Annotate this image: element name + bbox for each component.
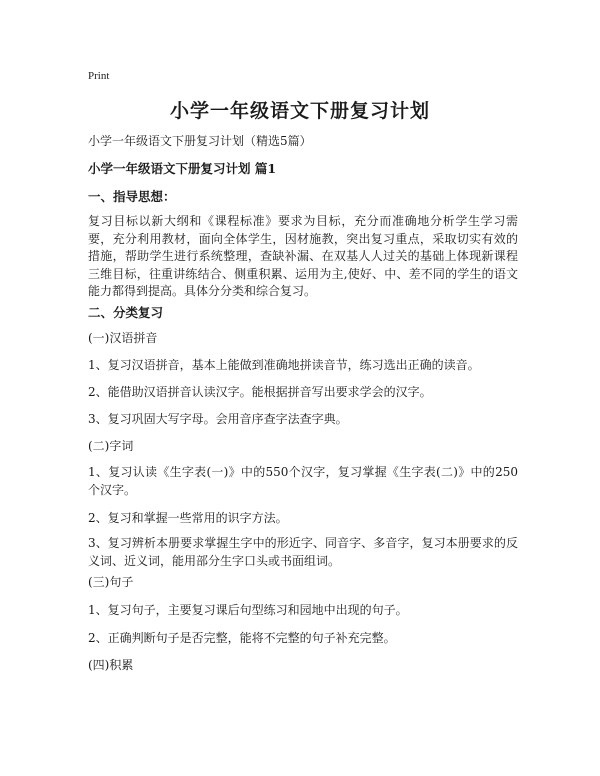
section-heading-category-review: 二、分类复习 bbox=[88, 305, 164, 320]
list-item: 2、正确判断句子是否完整，能将不完整的句子补充完整。 bbox=[88, 631, 396, 645]
list-item: 1、复习认读《生字表(一)》中的550个汉字，复习掌握《生字表(二)》中的250个汉字。 bbox=[88, 465, 518, 497]
page-title: 小学一年级语文下册复习计划 bbox=[169, 100, 430, 122]
list-item: 3、复习辨析本册要求掌握生字中的形近字、同音字、多音字，复习本册要求的反义词、近义词，能用部分生字口头或书面组词。 bbox=[88, 536, 518, 568]
article-heading: 小学一年级语文下册复习计划 篇1 bbox=[88, 161, 277, 176]
section-heading-guiding-thought: 一、指导思想： bbox=[88, 189, 176, 204]
list-item: 2、复习和掌握一些常用的识字方法。 bbox=[88, 511, 288, 525]
subtitle: 小学一年级语文下册复习计划（精选5篇） bbox=[88, 134, 312, 148]
list-item: 3、复习巩固大写字母。会用音序查字法查字典。 bbox=[88, 412, 348, 426]
guiding-thought-paragraph: 复习目标以新大纲和《课程标准》要求为目标，充分而准确地分析学生学习需要，充分利用教材，面向全体学生，因材施教，突出复习重点，采取切实有效的措施，帮助学生进行系统整理，查缺补漏、在双基人人过关的基础上体现新课程三维目标，往重讲练结合、侧重积累、运用为主,使好、中、差不同的学生的语文能力都得到提高。具体分分类和综合复习。 bbox=[88, 214, 518, 298]
subsection-heading-accumulation: (四)积累 bbox=[88, 658, 134, 672]
subsection-heading-pinyin: (一)汉语拼音 bbox=[88, 331, 158, 345]
subsection-heading-characters-words: (二)字词 bbox=[88, 439, 134, 453]
list-item: 1、复习句子，主要复习课后句型练习和园地中出现的句子。 bbox=[88, 603, 408, 617]
subsection-heading-sentences: (三)句子 bbox=[88, 575, 134, 589]
list-item: 1、复习汉语拼音，基本上能做到准确地拼读音节，练习选出正确的读音。 bbox=[88, 358, 480, 372]
print-link[interactable]: Print bbox=[88, 70, 110, 82]
list-item: 2、能借助汉语拼音认读汉字。能根据拼音写出要求学会的汉字。 bbox=[88, 385, 432, 399]
